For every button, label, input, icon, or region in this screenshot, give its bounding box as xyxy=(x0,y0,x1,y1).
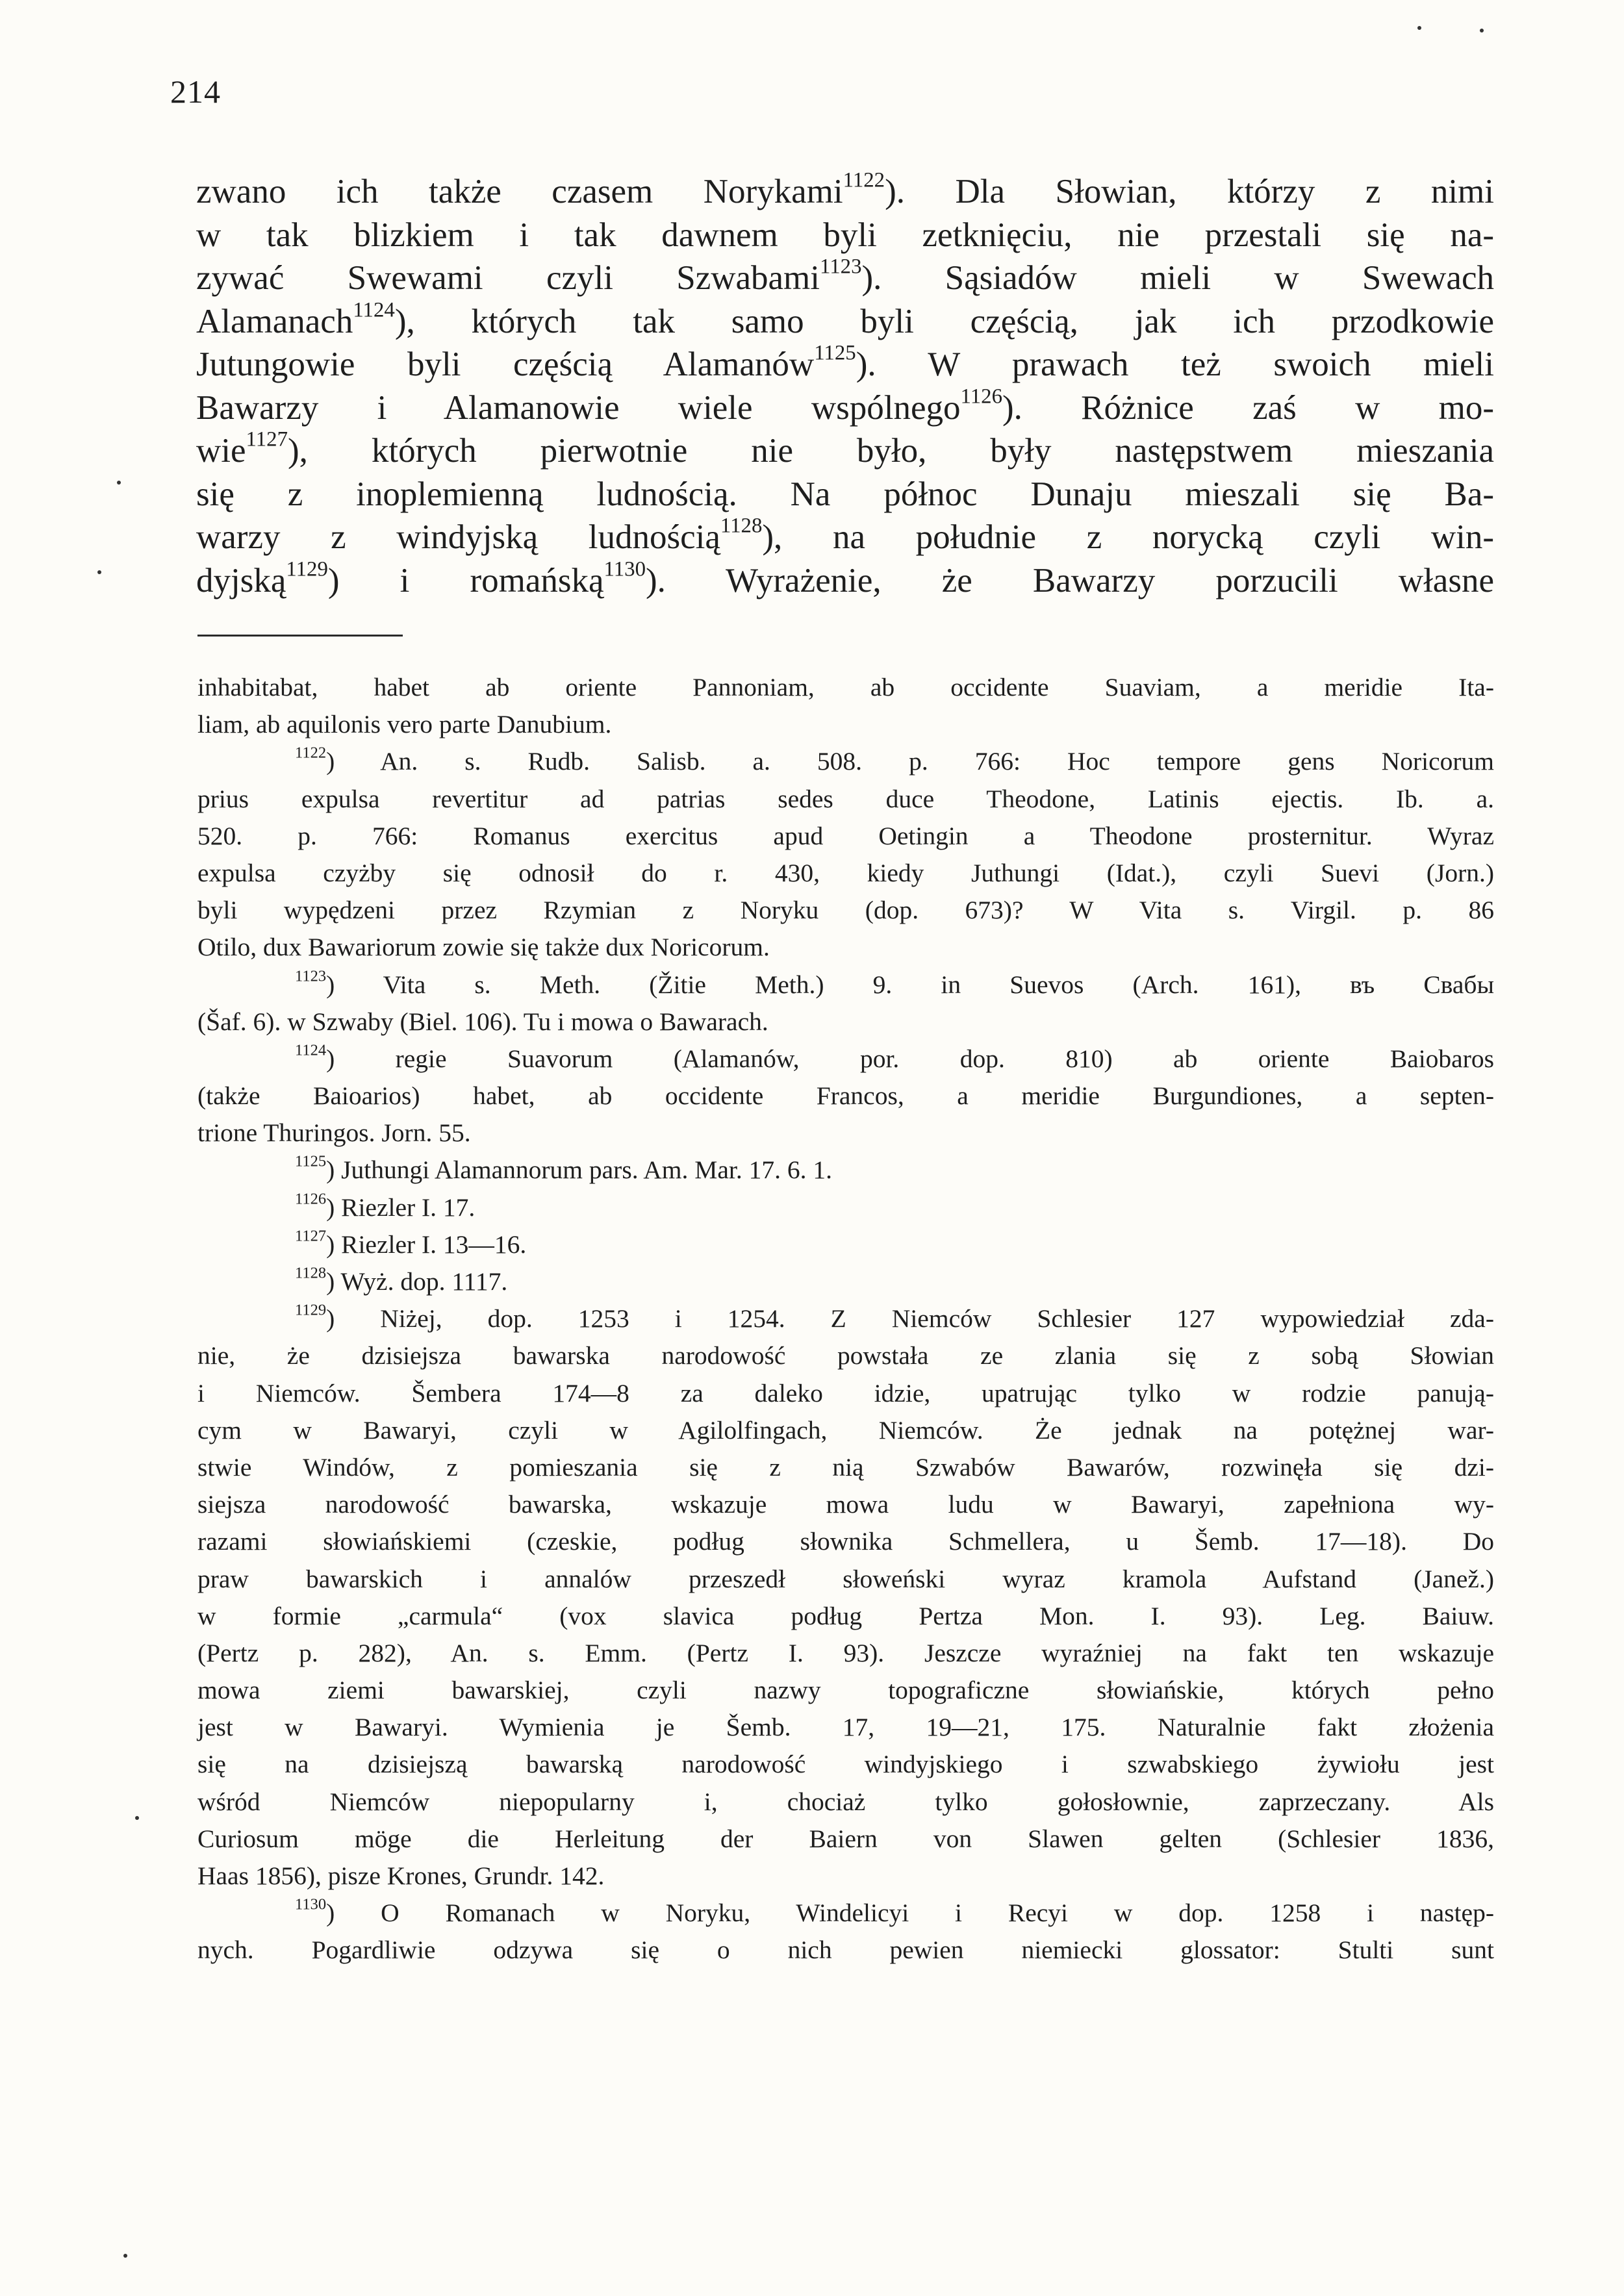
main-text-line: wie$^{1127}$), których pierwotnie nie było, były następstwem mieszania xyxy=(196,427,1494,470)
print-speck xyxy=(1480,29,1484,32)
footnote-line: razami słowiańskiemi (czeskie, podług słownika Schmellera, u Šemb. 17—18). Do xyxy=(197,1527,1494,1556)
footnote-line: się na dzisiejszą bawarską narodowość windyjskiego i szwabskiego żywiołu jest xyxy=(197,1750,1494,1779)
footnote-ref: 1122 xyxy=(843,168,885,192)
footnote-ref: 1123 xyxy=(820,255,862,279)
footnote-line: trione Thuringos. Jorn. 55. xyxy=(197,1118,471,1148)
footnote-line: nie, że dzisiejsza bawarska narodowość powstała ze zlania się z sobą Słowian xyxy=(197,1341,1494,1370)
footnote-separator xyxy=(197,635,403,637)
footnote-line: cym w Bawaryi, czyli w Agilolfingach, Niemców. Że jednak na potężnej war- xyxy=(197,1415,1494,1444)
main-text-line: Jutungowie byli częścią Alamanów$^{1125}$). W prawach też swoich mieli xyxy=(196,341,1495,383)
footnote-line: jest w Bawaryi. Wymienia je Šemb. 17, 19—21, 175. Naturalnie fakt złożenia xyxy=(197,1713,1494,1742)
footnote-start-line: $^{1126}$) Riezler I. 17. xyxy=(295,1190,476,1222)
main-text-line: Bawarzy i Alamanowie wiele wspólnego$^{1126}$). Różnice zaś w mo- xyxy=(196,384,1494,427)
footnote-line: praw bawarskich i annalów przeszedł słoweński wyraz kramola Aufstand (Janež.) xyxy=(197,1564,1494,1593)
main-text-line: warzy z windyjską ludnością$^{1128}$), na południe z norycką czyli win- xyxy=(196,514,1494,556)
footnote-number: 1122 xyxy=(295,744,327,763)
footnote-start-line: $^{1130}$) O Romanach w Noryku, Windelicyi i Recyi w dop. 1258 i następ- xyxy=(295,1895,1494,1928)
footnote-line: i Niemców. Šembera 174—8 za daleko idzie, upatrując tylko w rodzie panują- xyxy=(197,1378,1494,1407)
footnote-line: Otilo, dux Bawariorum zowie się także dux Noricorum. xyxy=(197,933,770,962)
footnote-ref: 1126 xyxy=(960,384,1002,408)
footnote-start-line: $^{1127}$) Riezler I. 13—16. xyxy=(295,1227,527,1259)
footnote-number: 1125 xyxy=(295,1153,327,1171)
print-speck xyxy=(1417,26,1421,30)
main-text-line: zwano ich także czasem Norykami$^{1122}$). Dla Słowian, którzy z nimi xyxy=(196,168,1494,210)
footnotes xyxy=(197,669,1494,1969)
footnote-ref: 1128 xyxy=(720,514,763,538)
footnote-start-line: $^{1123}$) Vita s. Meth. (Žitie Meth.) 9. in Suevos (Arch. 161), въ Свабы xyxy=(295,967,1494,999)
footnote-start-line: $^{1122}$) An. s. Rudb. Salisb. a. 508. p. 766: Hoc tempore gens Noricorum xyxy=(295,744,1494,776)
footnote-line: Haas 1856), pisze Krones, Grundr. 142. xyxy=(197,1861,605,1890)
main-text-line: zywać Swewami czyli Szwabami$^{1123}$). Sąsiadów mieli w Swewach xyxy=(196,255,1494,297)
footnote-line: w formie „carmula“ (vox slavica podług Pertza Mon. I. 93). Leg. Baiuw. xyxy=(197,1601,1494,1630)
footnote-line: prius expulsa revertitur ad patrias sedes duce Theodone, Latinis ejectis. Ib. a. xyxy=(197,784,1494,813)
footnote-line: wśród Niemców niepopularny i, chociaż tylko gołosłownie, zaprzeczany. Als xyxy=(197,1787,1494,1816)
footnote-ref: 1125 xyxy=(814,341,856,365)
footnote-number: 1130 xyxy=(295,1895,327,1913)
footnote-line: (Pertz p. 282), An. s. Emm. (Pertz I. 93). Jeszcze wyraźniej na fakt ten wskazuje xyxy=(197,1638,1494,1667)
footnote-line: (także Baioarios) habet, ab occidente Francos, a meridie Burgundiones, a septen- xyxy=(197,1081,1494,1111)
footnote-line: siejsza narodowość bawarska, wskazuje mowa ludu w Bawaryi, zapełniona wy- xyxy=(197,1490,1494,1519)
footnote-ref: 1127 xyxy=(246,427,288,451)
print-speck xyxy=(123,2254,127,2258)
main-text-line: się z inoplemienną ludnością. Na północ Dunaju mieszali się Ba- xyxy=(196,475,1494,513)
footnote-line: nych. Pogardliwie odzywa się o nich pewien niemiecki glossator: Stulti sunt xyxy=(197,1936,1494,1965)
footnote-start-line: $^{1124}$) regie Suavorum (Alamanów, por. dop. 810) ab oriente Baiobaros xyxy=(295,1041,1494,1073)
footnote-line: expulsa czyżby się odnosił do r. 430, kiedy Juthungi (Idat.), czyli Suevi (Jorn.) xyxy=(197,858,1494,887)
print-speck xyxy=(117,481,121,485)
footnote-start-line: $^{1128}$) Wyż. dop. 1117. xyxy=(295,1264,508,1296)
main-text xyxy=(196,170,1494,602)
main-text-line: Alamanach$^{1124}$), których tak samo byli częścią, jak ich przodkowie xyxy=(196,297,1494,340)
footnote-number: 1124 xyxy=(295,1041,327,1059)
footnote-line: stwie Windów, z pomieszania się z nią Szwabów Bawarów, rozwinęła się dzi- xyxy=(197,1452,1494,1482)
footnote-line: byli wypędzeni przez Rzymian z Noryku (dop. 673)? W Vita s. Virgil. p. 86 xyxy=(197,896,1494,925)
footnote-start-line: $^{1125}$) Juthungi Alamannorum pars. Am. Mar. 17. 6. 1. xyxy=(295,1153,833,1185)
print-speck xyxy=(97,570,101,574)
page-number: 214 xyxy=(170,73,221,110)
footnote-line: Curiosum möge die Herleitung der Baiern von Slawen gelten (Schlesier 1836, xyxy=(197,1824,1494,1853)
footnote-line: liam, ab aquilonis vero parte Danubium. xyxy=(197,710,612,739)
print-speck xyxy=(135,1816,139,1820)
footnote-line: inhabitabat, habet ab oriente Pannoniam, ab occidente Suaviam, a meridie Ita- xyxy=(197,673,1494,701)
footnote-number: 1128 xyxy=(295,1264,327,1282)
main-text-line: w tak blizkiem i tak dawnem byli zetknięciu, nie przestali się na- xyxy=(196,216,1494,254)
footnote-line: mowa ziemi bawarskiej, czyli nazwy topograficzne słowiańskie, których pełno xyxy=(197,1676,1494,1705)
footnote-number: 1126 xyxy=(295,1190,327,1208)
footnote-ref: 1129 xyxy=(286,557,328,581)
footnote-number: 1123 xyxy=(295,967,327,985)
footnote-line: (Šaf. 6). w Szwaby (Biel. 106). Tu i mowa o Bawarach. xyxy=(197,1007,768,1036)
footnote-start-line: $^{1129}$) Niżej, dop. 1253 i 1254. Z Niemców Schlesier 127 wypowiedział zda- xyxy=(295,1301,1494,1333)
footnote-ref: 1130 xyxy=(603,557,646,581)
footnote-number: 1127 xyxy=(295,1227,327,1245)
footnote-line: 520. p. 766: Romanus exercitus apud Oetingin a Theodone prosternitur. Wyraz xyxy=(197,821,1494,850)
footnote-ref: 1124 xyxy=(353,297,395,322)
footnote-number: 1129 xyxy=(295,1301,327,1319)
main-text-line: dyjską$^{1129}$) i romańską$^{1130}$). Wyrażenie, że Bawarzy porzucili własne xyxy=(196,557,1494,599)
